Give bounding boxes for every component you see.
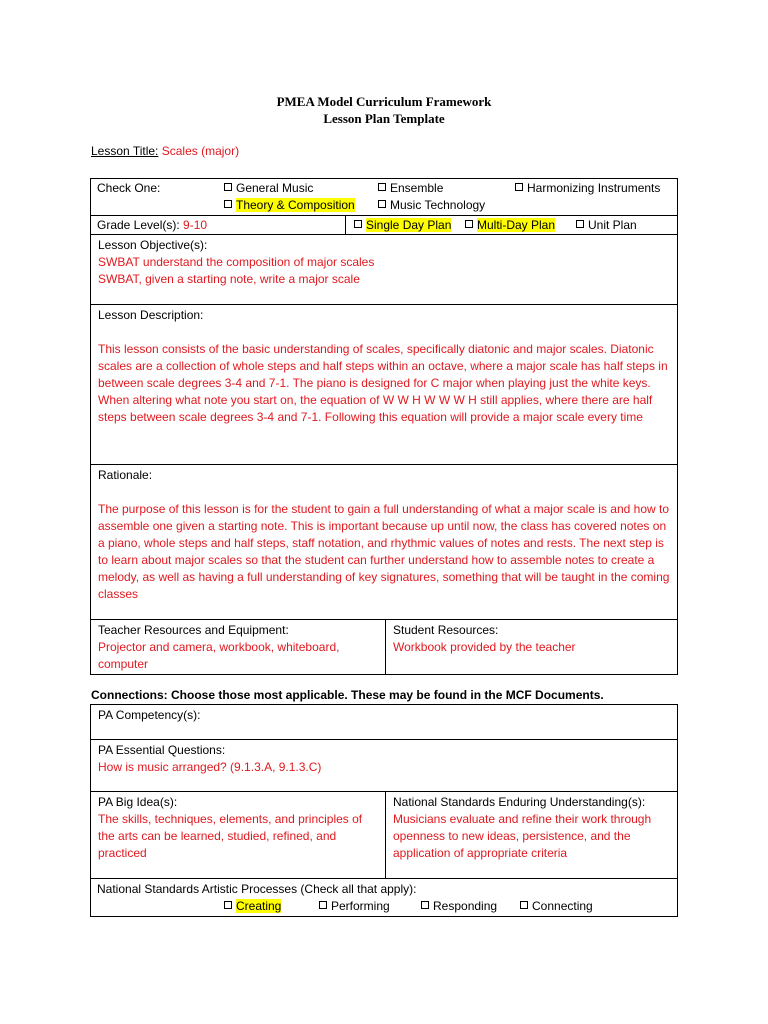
connections-heading: Connections: Choose those most applicable. These may be found in the MCF Documents. — [91, 688, 604, 702]
big-idea-cell — [91, 792, 386, 878]
student-resources-cell — [386, 620, 677, 674]
option-connecting[interactable]: Connecting — [520, 898, 593, 914]
title-line-2: Lesson Plan Template — [323, 111, 445, 126]
option-music-technology[interactable]: Music Technology — [378, 197, 485, 213]
checkbox-icon[interactable] — [224, 183, 232, 191]
option-ensemble[interactable]: Ensemble — [378, 180, 443, 196]
rationale-row — [91, 464, 677, 619]
pa-essential-label: PA Essential Questions: — [98, 743, 226, 757]
checkbox-icon[interactable] — [378, 200, 386, 208]
checkbox-icon[interactable] — [576, 220, 584, 228]
checkbox-icon[interactable] — [354, 220, 362, 228]
enduring-understanding-label: National Standards Enduring Understanding(s): — [393, 795, 646, 809]
option-single-day-plan[interactable]: Single Day Plan — [354, 217, 451, 233]
checkbox-icon[interactable] — [515, 183, 523, 191]
lesson-description-row — [91, 304, 677, 464]
option-harmonizing-instruments[interactable]: Harmonizing Instruments — [515, 180, 660, 196]
lesson-info-table — [90, 178, 678, 675]
teacher-resources-value: Projector and camera, workbook, whiteboard, computer — [98, 640, 340, 671]
teacher-resources-label: Teacher Resources and Equipment: — [98, 623, 289, 637]
checkbox-icon[interactable] — [421, 901, 429, 909]
description-label: Lesson Description: — [98, 308, 204, 322]
title-line-1: PMEA Model Curriculum Framework — [276, 94, 492, 109]
checkbox-icon[interactable] — [224, 901, 232, 909]
pa-competency-row — [91, 705, 677, 739]
student-resources-label: Student Resources: — [393, 623, 499, 637]
big-idea-row — [91, 791, 677, 878]
option-performing[interactable]: Performing — [319, 898, 390, 914]
checkbox-icon[interactable] — [319, 901, 327, 909]
lesson-objectives-row — [91, 234, 677, 304]
grade-level-label: Grade Level(s): 9-10 — [97, 218, 208, 232]
artistic-processes-label: National Standards Artistic Processes (Check all that apply): — [97, 882, 417, 896]
option-creating[interactable]: Creating — [224, 898, 281, 914]
pa-essential-value: How is music arranged? (9.1.3.A, 9.1.3.C) — [98, 760, 322, 774]
option-multi-day-plan[interactable]: Multi-Day Plan — [465, 217, 555, 233]
rationale-label: Rationale: — [98, 468, 153, 482]
grade-divider — [345, 216, 346, 234]
enduring-understanding-value: Musicians evaluate and refine their work through openness to new ideas, persistence, and the application of appropriate criteria — [393, 812, 652, 860]
checkbox-icon[interactable] — [465, 220, 473, 228]
artistic-processes-row — [91, 878, 677, 916]
pa-essential-questions-row — [91, 739, 677, 791]
option-general-music[interactable]: General Music — [224, 180, 313, 196]
teacher-resources-cell — [91, 620, 386, 674]
objective-2: SWBAT, given a starting note, write a major scale — [98, 272, 360, 286]
checkbox-icon[interactable] — [520, 901, 528, 909]
enduring-understanding-cell — [386, 792, 677, 878]
big-idea-value: The skills, techniques, elements, and principles of the arts can be learned, studied, refined, and practiced — [98, 812, 363, 860]
checkbox-icon[interactable] — [378, 183, 386, 191]
pa-competency-label: PA Competency(s): — [98, 708, 201, 722]
option-unit-plan[interactable]: Unit Plan — [576, 217, 637, 233]
resources-row — [91, 619, 677, 674]
rationale-text: The purpose of this lesson is for the student to gain a full understanding of what a major scale is and how to assemble one given a starting note. This is important because up until now, the class has covered notes on a piano, whole steps and half steps, staff notation, and rhythmic values of notes and rests. The next step is to learn about major scales so that the student can further understand how to assemble notes to create a melody, as well as having a full understanding of key signatures, something that will be taught in the coming classes — [98, 502, 670, 601]
connections-table — [90, 704, 678, 917]
document-title — [0, 93, 768, 127]
objective-1: SWBAT understand the composition of major scales — [98, 255, 375, 269]
grade-level-row — [91, 215, 677, 234]
student-resources-value: Workbook provided by the teacher — [393, 640, 576, 654]
lesson-title-label: Lesson Title: — [91, 144, 159, 158]
lesson-title-row — [91, 144, 239, 158]
checkbox-icon[interactable] — [224, 200, 232, 208]
option-responding[interactable]: Responding — [421, 898, 497, 914]
check-one-label: Check One: — [97, 181, 161, 195]
check-one-row — [91, 179, 677, 215]
objectives-label: Lesson Objective(s): — [98, 238, 208, 252]
lesson-title-value: Scales (major) — [161, 144, 240, 158]
option-theory-composition[interactable]: Theory & Composition — [224, 197, 355, 213]
description-text: This lesson consists of the basic understanding of scales, specifically diatonic and major scales. Diatonic scales are a collection of whole steps and half steps within an octave, where a major scale has half steps in between scale degrees 3-4 and 7-1. The piano is designed for C major when playing just the white keys. When altering what note you start on, the equation of W W H W W W H still applies, where there are half steps between scale degrees 3-4 and 7-1. Following this equation will provide a major scale every time — [98, 342, 668, 424]
big-idea-label: PA Big Idea(s): — [98, 795, 178, 809]
